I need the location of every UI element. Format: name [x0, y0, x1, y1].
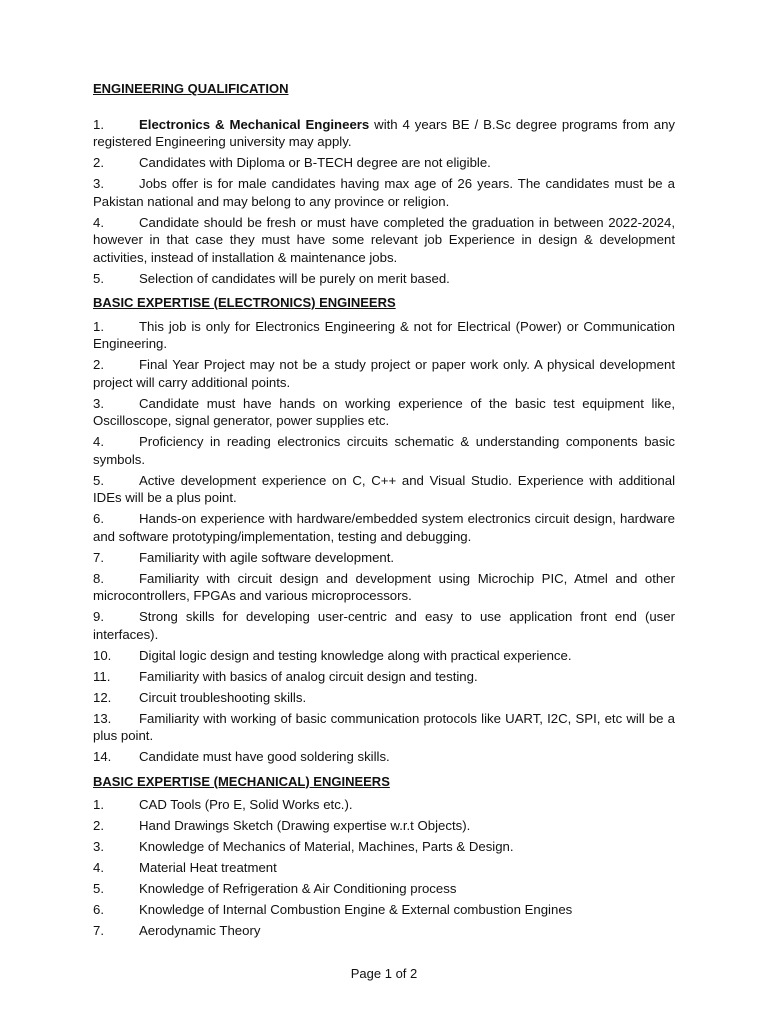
item-text: This job is only for Electronics Engineering & not for Electrical (Power) or Communication Engineering. — [93, 318, 675, 351]
item-number: 1. — [93, 116, 104, 132]
item-text: Jobs offer is for male candidates having max age of 26 years. The candidates must be a Pakistan national and may belong to any province or religion. — [93, 176, 675, 209]
item-text: Material Heat treatment — [139, 860, 277, 875]
item-text: Hands-on experience with hardware/embedded system electronics circuit design, hardware and software prototyping/implementation, testing and debugging. — [93, 511, 675, 544]
item-bold-text: Electronics & Mechanical Engineers — [139, 116, 370, 132]
item-number: 5. — [93, 472, 104, 488]
item-number: 3. — [93, 839, 104, 854]
item-number: 8. — [93, 570, 104, 586]
item-number: 5. — [93, 270, 104, 286]
item-number: 7. — [93, 549, 104, 565]
item-text: Hand Drawings Sketch (Drawing expertise w.r.t Objects). — [139, 818, 471, 833]
item-text: Knowledge of Refrigeration & Air Conditioning process — [139, 881, 457, 896]
item-number: 2. — [93, 357, 104, 372]
list-item — [93, 356, 675, 391]
list-item — [93, 570, 675, 605]
item-text: Digital logic design and testing knowledge along with practical experience. — [139, 647, 572, 663]
item-number: 2. — [93, 155, 104, 170]
item-text: Familiarity with agile software development. — [139, 549, 395, 565]
item-number: 4. — [93, 434, 104, 449]
item-text: CAD Tools (Pro E, Solid Works etc.). — [139, 797, 353, 812]
list-item — [93, 859, 675, 877]
document-page — [93, 80, 675, 943]
item-text: Selection of candidates will be purely on merit based. — [139, 270, 450, 286]
mechanical-expertise-list — [93, 796, 675, 940]
item-text: Final Year Project may not be a study project or paper work only. A physical development project will carry additional points. — [93, 357, 675, 390]
item-text: Candidate should be fresh or must have completed the graduation in between 2022-2024, however in that case they must have some relevant job Experience in design & development activities, instead of installation & maintenance jobs. — [93, 214, 675, 265]
item-number: 3. — [93, 176, 104, 191]
item-number: 1. — [93, 318, 104, 334]
list-item — [93, 901, 675, 919]
item-number: 10. — [93, 647, 112, 663]
list-item — [93, 395, 675, 430]
list-item — [93, 154, 675, 172]
list-item — [93, 549, 675, 567]
list-item — [93, 668, 675, 686]
list-item — [93, 472, 675, 507]
list-item — [93, 608, 675, 643]
item-number: 9. — [93, 609, 104, 624]
item-text: Candidate must have good soldering skills. — [139, 749, 390, 764]
list-item — [93, 175, 675, 210]
item-text: Candidate must have hands on working experience of the basic test equipment like, Oscilloscope, signal generator, power supplies etc. — [93, 395, 675, 428]
item-text: Familiarity with basics of analog circuit design and testing. — [139, 668, 478, 684]
list-item — [93, 880, 675, 898]
item-number: 2. — [93, 818, 104, 833]
item-number: 12. — [93, 689, 112, 705]
section-heading-electronics-expertise: BASIC EXPERTISE (ELECTRONICS) ENGINEERS — [93, 295, 396, 310]
item-text: Proficiency in reading electronics circuits schematic & understanding components basic symbols. — [93, 434, 675, 467]
item-number: 6. — [93, 511, 104, 526]
item-number: 7. — [93, 923, 104, 938]
item-text: Familiarity with working of basic communication protocols like UART, I2C, SPI, etc will be a plus point. — [93, 710, 675, 743]
item-text: Knowledge of Internal Combustion Engine & External combustion Engines — [139, 902, 573, 917]
item-text: with 4 years BE / B.Sc degree programs from any registered Engineering university may apply. — [93, 116, 675, 149]
item-text: Familiarity with circuit design and development using Microchip PIC, Atmel and other microcontrollers, FPGAs and various microprocessors. — [93, 570, 675, 603]
list-item — [93, 838, 675, 856]
electronics-expertise-list — [93, 318, 675, 766]
item-text: Candidates with Diploma or B-TECH degree are not eligible. — [139, 155, 491, 170]
section-heading-mechanical-expertise: BASIC EXPERTISE (MECHANICAL) ENGINEERS — [93, 773, 390, 789]
list-item — [93, 817, 675, 835]
list-item — [93, 689, 675, 707]
item-text: Active development experience on C, C++ and Visual Studio. Experience with additional IDEs will be a plus point. — [93, 472, 675, 505]
list-item — [93, 748, 675, 766]
item-number: 4. — [93, 860, 104, 875]
item-number: 3. — [93, 395, 104, 411]
list-item — [93, 647, 675, 665]
list-item — [93, 922, 675, 940]
item-number: 6. — [93, 902, 104, 917]
list-item — [93, 510, 675, 545]
page-number-footer: Page 1 of 2 — [350, 966, 418, 981]
list-item — [93, 270, 675, 288]
list-item — [93, 433, 675, 468]
item-number: 5. — [93, 881, 104, 896]
section-heading-engineering-qualification: ENGINEERING QUALIFICATION — [93, 81, 289, 96]
list-item — [93, 710, 675, 745]
item-text: Knowledge of Mechanics of Material, Machines, Parts & Design. — [139, 839, 514, 854]
item-text: Aerodynamic Theory — [139, 923, 261, 938]
list-item — [93, 214, 675, 267]
item-text: Circuit troubleshooting skills. — [139, 689, 307, 705]
item-number: 1. — [93, 797, 104, 812]
list-item — [93, 796, 675, 814]
item-number: 14. — [93, 749, 112, 764]
item-number: 4. — [93, 214, 104, 230]
item-number: 11. — [93, 668, 111, 684]
item-number: 13. — [93, 710, 112, 726]
item-text: Strong skills for developing user-centric and easy to use application front end (user interfaces). — [93, 609, 675, 642]
list-item — [93, 318, 675, 353]
list-item — [93, 116, 675, 151]
qualification-list — [93, 116, 675, 288]
